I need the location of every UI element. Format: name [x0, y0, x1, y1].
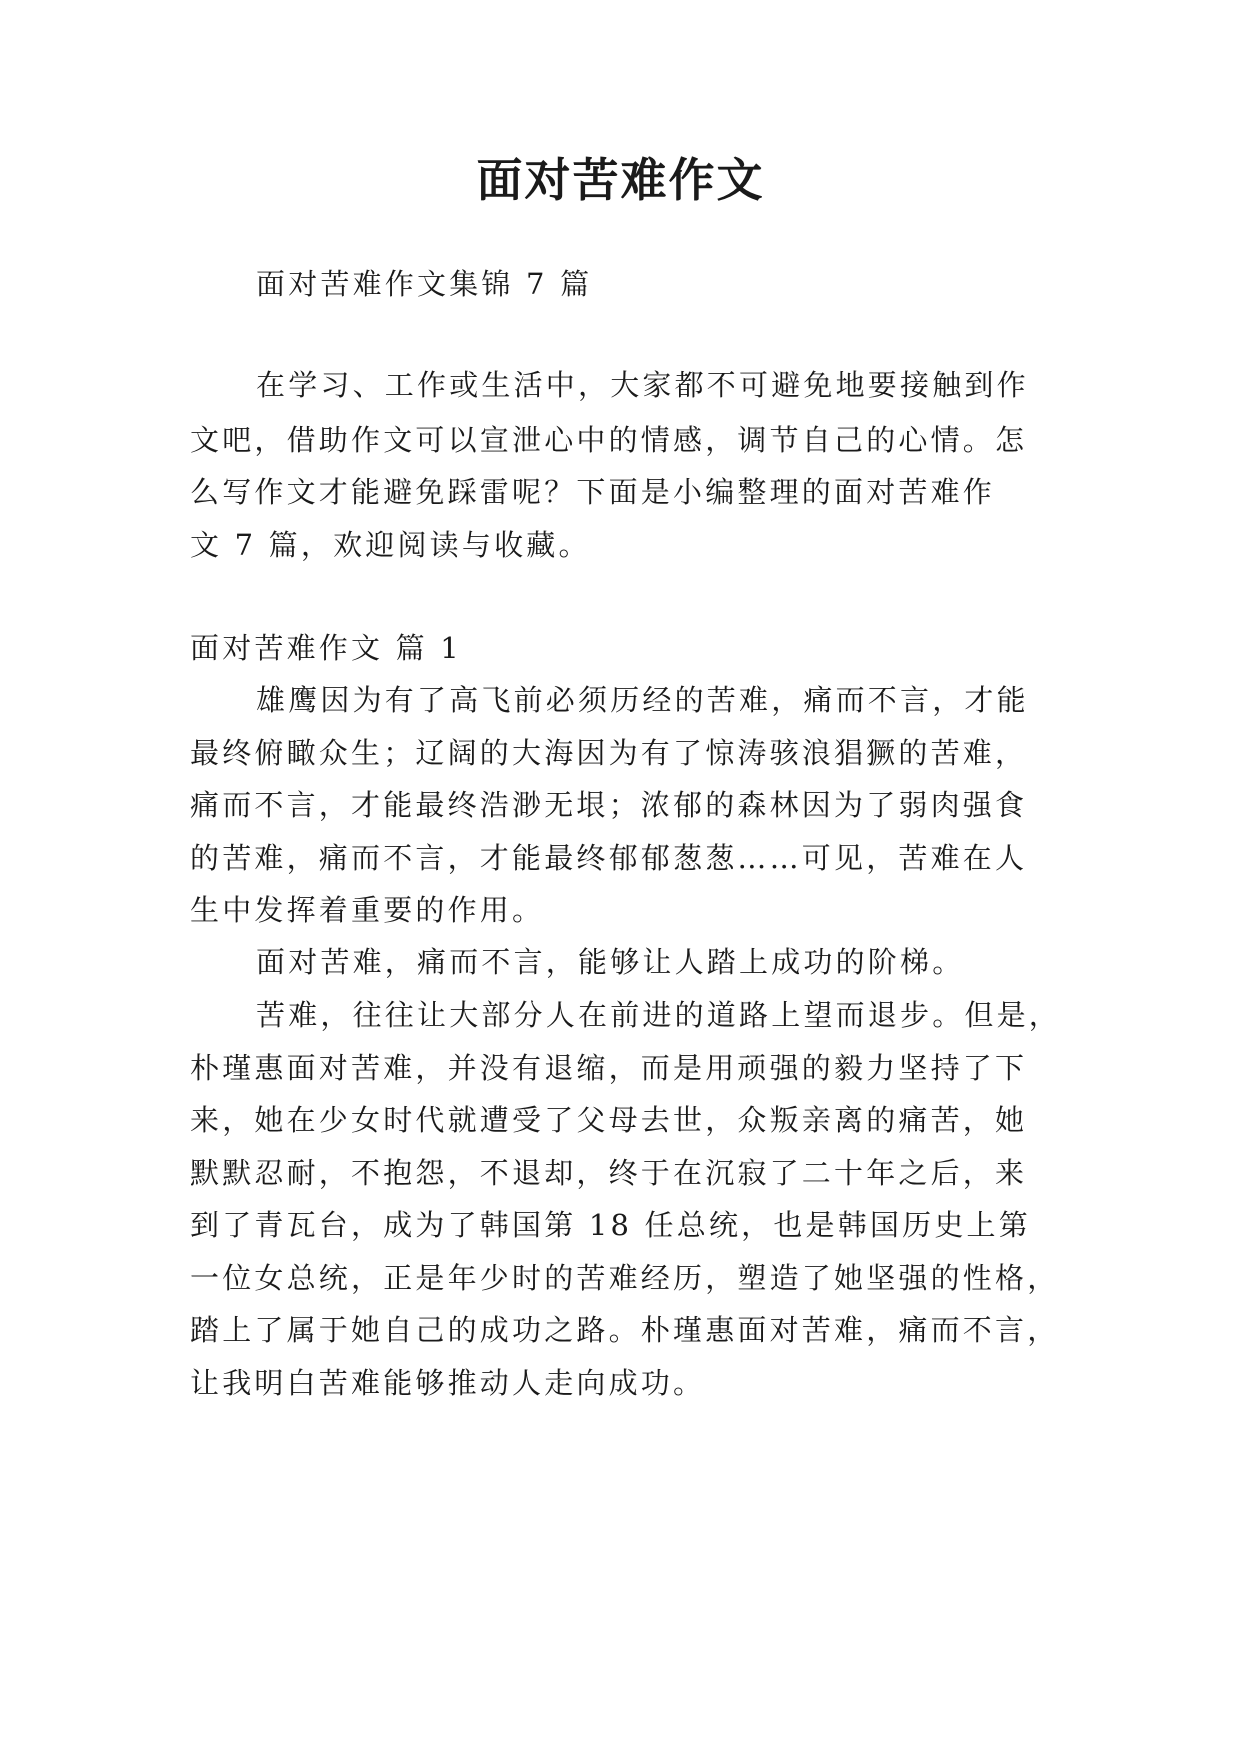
intro-line: 文吧，借助作文可以宣泄心中的情感，调节自己的心情。怎	[190, 423, 1028, 457]
intro-line: 在学习、工作或生活中，大家都不可避免地要接触到作	[256, 368, 1029, 402]
document-title: 面对苦难作文	[476, 153, 765, 207]
intro-line: 文 7 篇，欢迎阅读与收藏。	[190, 528, 591, 562]
paragraph-line: 的苦难，痛而不言，才能最终郁郁葱葱……可见，苦难在人	[190, 841, 1028, 875]
paragraph-line: 朴瑾惠面对苦难，并没有退缩，而是用顽强的毅力坚持了下	[190, 1051, 1028, 1085]
paragraph-line: 面对苦难，痛而不言，能够让人踏上成功的阶梯。	[256, 945, 965, 979]
paragraph-line: 踏上了属于她自己的成功之路。朴瑾惠面对苦难，痛而不言，	[190, 1313, 1060, 1347]
paragraph-line: 最终俯瞰众生；辽阔的大海因为有了惊涛骇浪猖獗的苦难，	[190, 736, 1028, 770]
paragraph-line: 一位女总统，正是年少时的苦难经历，塑造了她坚强的性格，	[190, 1261, 1060, 1295]
paragraph-line: 痛而不言，才能最终浩渺无垠；浓郁的森林因为了弱肉强食	[190, 788, 1028, 822]
paragraph-line: 生中发挥着重要的作用。	[190, 893, 545, 927]
paragraph-line: 苦难，往往让大部分人在前进的道路上望而退步。但是，	[256, 998, 1062, 1032]
paragraph-line: 雄鹰因为有了高飞前必须历经的苦难，痛而不言，才能	[256, 683, 1029, 717]
intro-line: 么写作文才能避免踩雷呢？下面是小编整理的面对苦难作	[190, 475, 996, 509]
paragraph-line: 来，她在少女时代就遭受了父母去世，众叛亲离的痛苦，她	[190, 1103, 1028, 1137]
paragraph-line: 到了青瓦台，成为了韩国第 18 任总统，也是韩国历史上第	[190, 1208, 1031, 1242]
section-heading: 面对苦难作文 篇 1	[190, 631, 462, 665]
paragraph-line: 默默忍耐，不抱怨，不退却，终于在沉寂了二十年之后，来	[190, 1156, 1028, 1190]
paragraph-line: 让我明白苦难能够推动人走向成功。	[190, 1366, 706, 1400]
document-subtitle: 面对苦难作文集锦 7 篇	[256, 267, 593, 301]
